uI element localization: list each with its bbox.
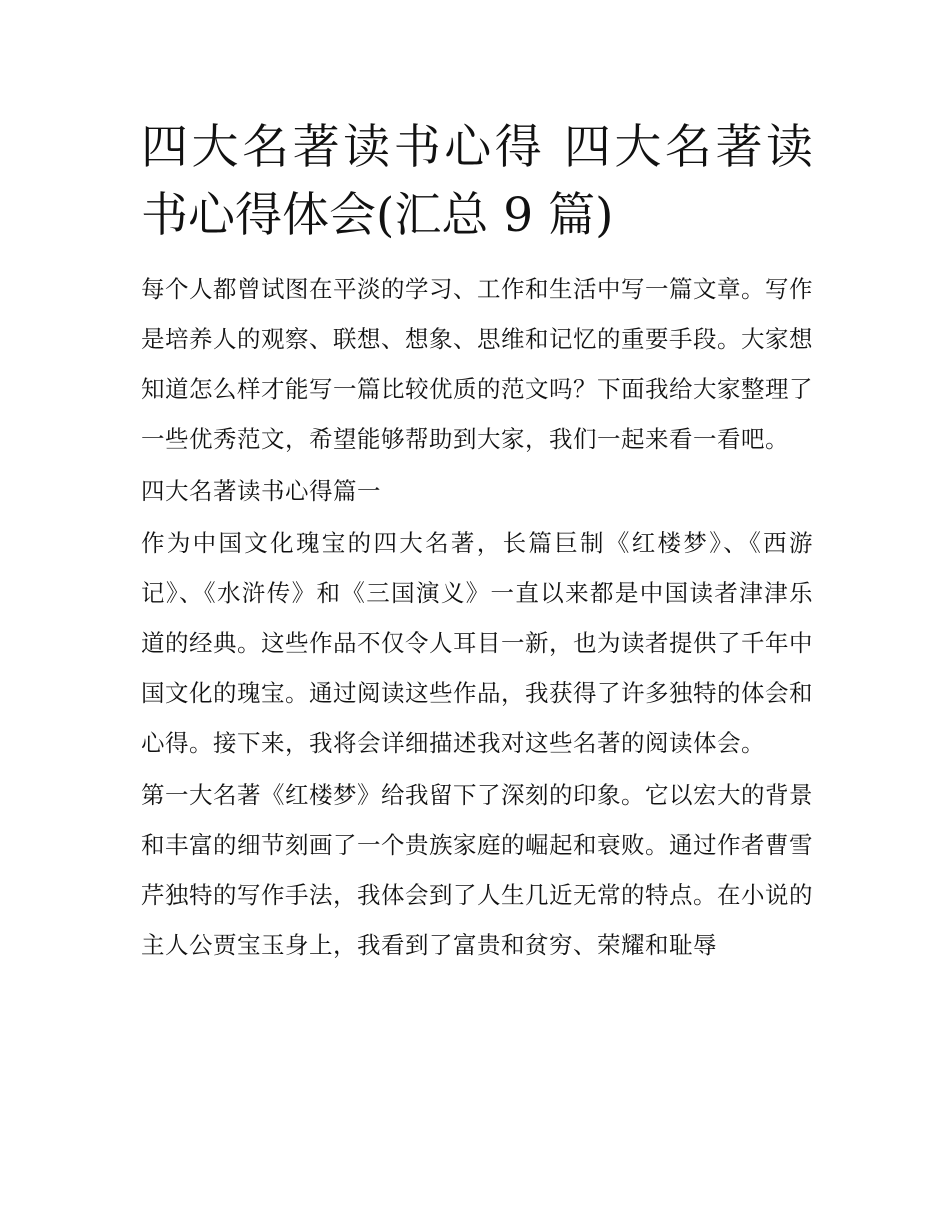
intro-paragraph: 每个人都曾试图在平淡的学习、工作和生活中写一篇文章。写作是培养人的观察、联想、想象、思维和记忆的重要手段。大家想知道怎么样才能写一篇比较优质的范文吗？下面我给大家整理了一些优秀范文，希望能够帮助到大家，我们一起来看一看吧。 bbox=[141, 275, 813, 453]
body-paragraph: 作为中国文化瑰宝的四大名著，长篇巨制《红楼梦》、《西游记》、《水浒传》和《三国演义》一直以来都是中国读者津津乐道的经典。这些作品不仅令人耳目一新，也为读者提供了千年中国文化的瑰宝。通过阅读这些作品，我获得了许多独特的体会和心得。接下来，我将会详细描述我对这些名著的阅读体会。 bbox=[141, 529, 813, 757]
document-body bbox=[141, 114, 813, 972]
document-title: 四大名著读书心得 四大名著读书心得体会(汇总 9 篇) bbox=[141, 120, 813, 243]
body-paragraph: 第一大名著《红楼梦》给我留下了深刻的印象。它以宏大的背景和丰富的细节刻画了一个贵族家庭的崛起和衰败。通过作者曹雪芹独特的写作手法，我体会到了人生几近无常的特点。在小说的主人公贾宝玉身上，我看到了富贵和贫穷、荣耀和耻辱 bbox=[141, 781, 813, 959]
section-heading: 四大名著读书心得篇一 bbox=[141, 477, 381, 505]
